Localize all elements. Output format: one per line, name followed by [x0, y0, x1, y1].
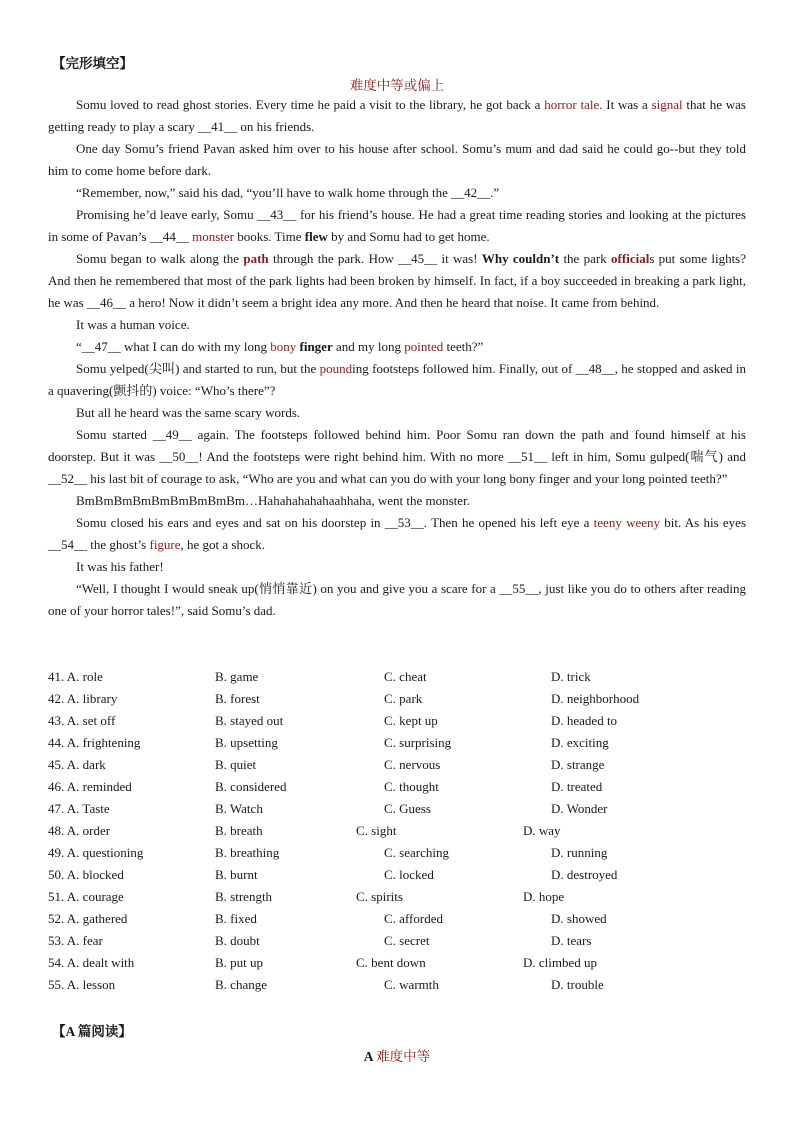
option-row: [48, 952, 748, 974]
option-c: C. locked: [384, 867, 434, 882]
option-question-a: 50. A. blocked: [48, 867, 124, 882]
option-row: [48, 864, 748, 886]
paragraph-text: “Remember, now,” said his dad, “you’ll have to walk home through the __42__.”: [76, 185, 500, 200]
passage-paragraph: [48, 556, 746, 578]
paragraph-text: But all he heard was the same scary words.: [76, 405, 301, 420]
option-c: C. bent down: [356, 955, 426, 970]
section-heading-reading-a: 【A 篇阅读】: [52, 1024, 132, 1039]
option-b: B. burnt: [215, 867, 258, 882]
option-c: C. secret: [384, 933, 430, 948]
paragraph-text: ing footsteps followed him. Finally, out of __48__, he stopped and asked in a quavering(颤抖的) voice: “Who’s there”?: [48, 361, 746, 398]
option-question-a: 55. A. lesson: [48, 977, 116, 992]
highlighted-word: figure: [149, 537, 181, 552]
passage-paragraph: [48, 182, 746, 204]
paragraph-text: , he got a shock.: [180, 537, 266, 552]
option-b: B. change: [215, 977, 267, 992]
highlighted-word: pound: [319, 361, 353, 376]
paragraph-text: and my long: [332, 339, 405, 354]
option-b: B. doubt: [215, 933, 260, 948]
option-row: [48, 732, 748, 754]
highlighted-word: teeny weeny: [593, 515, 661, 530]
option-d: D. Wonder: [551, 801, 608, 816]
option-c: C. nervous: [384, 757, 441, 772]
option-c: C. kept up: [384, 713, 438, 728]
passage-paragraph: [48, 336, 746, 358]
option-c: C. searching: [384, 845, 449, 860]
option-d: D. headed to: [551, 713, 618, 728]
option-b: B. strength: [215, 889, 273, 904]
paragraph-text: Somu started __49__ again. The footsteps followed behind him. Poor Somu ran down the path and found himself at his doorstep. But it was __50__! And the footsteps were right behind him. With no more __51__ left in him, Somu gulped(喘气) and __52__ his last bit of courage to ask, “Who are you and what can you do with your long bony finger and your long pointed teeth?”: [48, 427, 746, 486]
option-row: [48, 974, 748, 996]
option-question-a: 43. A. set off: [48, 713, 116, 728]
option-row: [48, 688, 748, 710]
paragraph-text: “Well, I thought I would sneak up(悄悄靠近) on you and give you a scare for a __55__, just like you do to others after reading one of your horror tales!”, said Somu’s dad.: [48, 581, 746, 618]
highlighted-word: monster: [192, 229, 234, 244]
paragraph-text: It was a human voice.: [76, 317, 190, 332]
option-d: D. exciting: [551, 735, 609, 750]
option-b: B. upsetting: [215, 735, 278, 750]
paragraph-text: bit. As his eyes __54__ the ghost’s: [48, 515, 746, 552]
paragraph-text: Promising he’d leave early, Somu __43__ for his friend’s house. He had a great time reading stories and looking at the pictures in some of Pavan’s __44__: [48, 207, 746, 244]
paragraph-text: Somu yelped(尖叫) and started to run, but the: [76, 361, 320, 376]
option-c: C. afforded: [384, 911, 443, 926]
option-b: B. Watch: [215, 801, 263, 816]
paragraph-text: Somu loved to read ghost stories. Every time he paid a visit to the library, he got back a: [76, 97, 545, 112]
option-b: B. breath: [215, 823, 263, 838]
option-question-a: 53. A. fear: [48, 933, 103, 948]
option-row: [48, 930, 748, 952]
option-question-a: 47. A. Taste: [48, 801, 110, 816]
difficulty-label: 难度中等或偏上: [349, 78, 445, 93]
passage-paragraph: [48, 578, 746, 622]
option-question-a: 42. A. library: [48, 691, 118, 706]
option-question-a: 51. A. courage: [48, 889, 124, 904]
option-b: B. stayed out: [215, 713, 284, 728]
option-row: [48, 820, 748, 842]
option-row: [48, 710, 748, 732]
passage-paragraph: [48, 358, 746, 402]
option-c: C. sight: [356, 823, 397, 838]
options-list: [48, 666, 748, 996]
passage-paragraph: [48, 94, 746, 138]
option-d: D. treated: [551, 779, 603, 794]
passage-paragraph: [48, 512, 746, 556]
option-b: B. forest: [215, 691, 260, 706]
passage-paragraph: [48, 424, 746, 490]
paragraph-text: It was his father!: [76, 559, 164, 574]
option-row: [48, 798, 748, 820]
option-b: B. fixed: [215, 911, 257, 926]
option-d: D. destroyed: [551, 867, 618, 882]
paragraph-text: . It was a: [599, 97, 652, 112]
option-b: B. quiet: [215, 757, 257, 772]
option-c: C. warmth: [384, 977, 439, 992]
passage-paragraph: [48, 248, 746, 314]
paragraph-text: One day Somu’s friend Pavan asked him over to his house after school. Somu’s mum and dad said he could go--but they told him to come home before dark.: [48, 141, 746, 178]
paragraph-text: through the park. How __45__ it was!: [268, 251, 482, 266]
option-row: [48, 754, 748, 776]
paragraph-text: BmBmBmBmBmBmBmBmBm…Hahahahahahaahhaha, went the monster.: [76, 493, 470, 508]
paragraph-text: by and Somu had to get home.: [327, 229, 490, 244]
option-d: D. trick: [551, 669, 591, 684]
option-question-a: 46. A. reminded: [48, 779, 132, 794]
passage-paragraph: [48, 204, 746, 248]
paragraph-text: books. Time: [233, 229, 305, 244]
highlighted-word: Why couldn’t: [481, 251, 560, 266]
reading-a-difficulty-text: 难度中等: [376, 1049, 431, 1064]
option-c: C. park: [384, 691, 423, 706]
reading-a-letter: A: [363, 1049, 377, 1064]
option-d: D. strange: [551, 757, 605, 772]
option-row: [48, 666, 748, 688]
highlighted-word: signal: [651, 97, 683, 112]
option-row: [48, 886, 748, 908]
passage-paragraph: [48, 402, 746, 424]
option-row: [48, 776, 748, 798]
highlighted-word: flew: [304, 229, 328, 244]
option-d: D. showed: [551, 911, 607, 926]
option-b: B. breathing: [215, 845, 280, 860]
highlighted-word: finger: [299, 339, 333, 354]
option-question-a: 52. A. gathered: [48, 911, 128, 926]
option-question-a: 54. A. dealt with: [48, 955, 135, 970]
option-d: D. running: [551, 845, 608, 860]
option-b: B. considered: [215, 779, 287, 794]
passage-paragraph: [48, 314, 746, 336]
option-c: C. spirits: [356, 889, 403, 904]
option-d: D. way: [523, 823, 561, 838]
highlighted-word: horror tale: [544, 97, 600, 112]
option-question-a: 41. A. role: [48, 669, 103, 684]
paragraph-text: “__47__ what I can do with my long: [76, 339, 271, 354]
option-c: C. surprising: [384, 735, 452, 750]
highlighted-word: pointed: [404, 339, 444, 354]
option-c: C. thought: [384, 779, 439, 794]
highlighted-word: bony: [270, 339, 297, 354]
option-question-a: 44. A. frightening: [48, 735, 141, 750]
highlighted-word: path: [243, 251, 269, 266]
option-row: [48, 842, 748, 864]
option-question-a: 45. A. dark: [48, 757, 106, 772]
cloze-passage: [48, 94, 746, 622]
option-row: [48, 908, 748, 930]
option-d: D. neighborhood: [551, 691, 640, 706]
passage-paragraph: [48, 138, 746, 182]
option-d: D. trouble: [551, 977, 604, 992]
paragraph-text: that he was getting ready to play a scary __41__ on his friends.: [48, 97, 746, 134]
paragraph-text: Somu closed his ears and eyes and sat on his doorstep in __53__. Then he opened his left eye a: [76, 515, 594, 530]
section-heading-cloze: 【完形填空】: [52, 56, 133, 71]
highlighted-word: official: [611, 251, 650, 266]
option-b: B. game: [215, 669, 259, 684]
option-b: B. put up: [215, 955, 264, 970]
option-c: C. Guess: [384, 801, 431, 816]
option-question-a: 48. A. order: [48, 823, 111, 838]
passage-paragraph: [48, 490, 746, 512]
paragraph-text: teeth?”: [443, 339, 484, 354]
paragraph-text: the park: [559, 251, 612, 266]
paragraph-text: s put some lights? And then he remembered that most of the park lights had been broken by himself. In fact, if a boy succeeded in breaking a park light, he was __46__ a hero! Now it didn’t seem a bright idea any more. And then he heard that noise. It came from behind.: [48, 251, 747, 310]
option-c: C. cheat: [384, 669, 427, 684]
option-d: D. hope: [523, 889, 565, 904]
option-d: D. climbed up: [523, 955, 598, 970]
option-question-a: 49. A. questioning: [48, 845, 144, 860]
option-d: D. tears: [551, 933, 592, 948]
reading-a-difficulty: [0, 1045, 794, 1065]
paragraph-text: Somu began to walk along the: [76, 251, 244, 266]
